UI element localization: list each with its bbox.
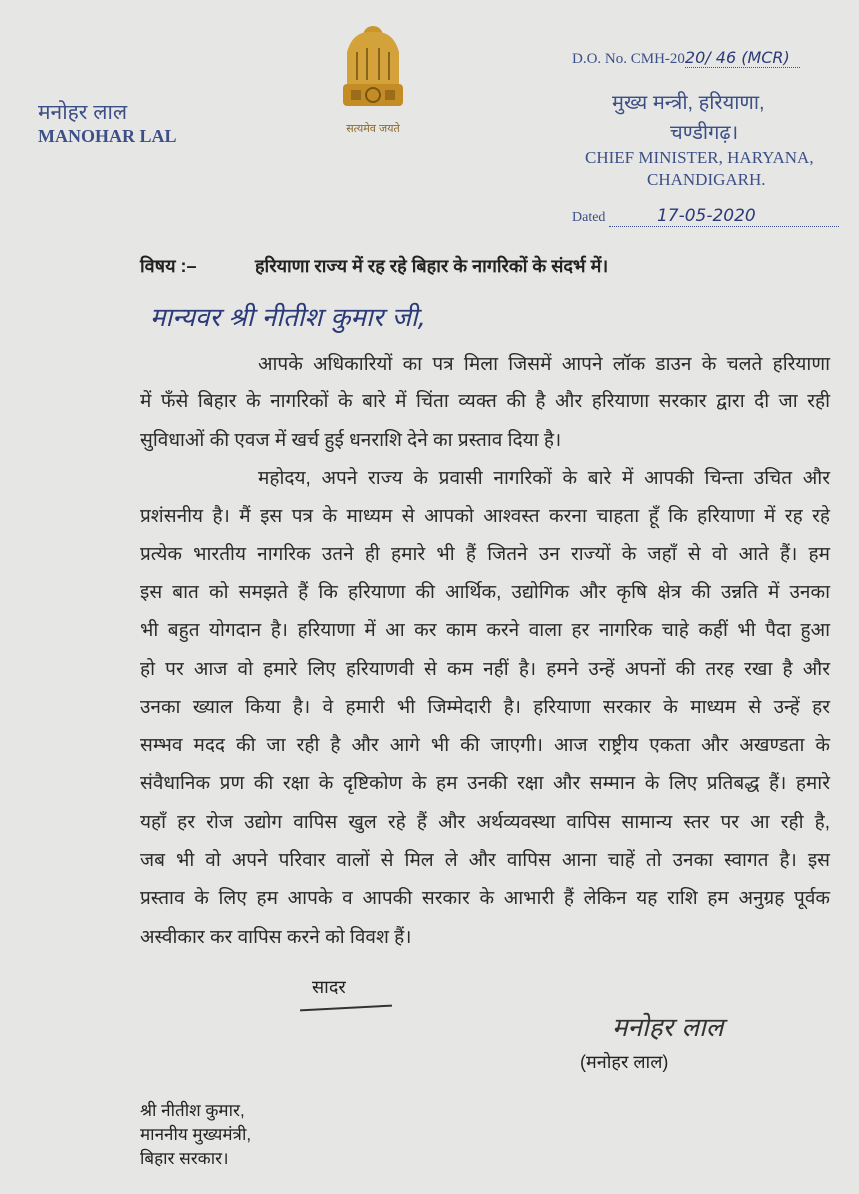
dated (572, 206, 857, 227)
subject-text: हरियाणा राज्य में रह रहे बिहार के नागरिकों के संदर्भ में। (255, 256, 609, 276)
do-number-handwritten: 20/ 46 (MCR) (685, 48, 800, 68)
body-line: प्रस्ताव के लिए हम आपके व आपकी सरकार के आभारी हैं लेकिन यह राशि हम अनुग्रह पूर्वक (140, 888, 830, 909)
dated-value: 17-05-2020 (609, 206, 839, 227)
state-emblem (333, 22, 413, 135)
body-line: आपके अधिकारियों का पत्र मिला जिसमें आपने लॉक डाउन के चलते हरियाणा (258, 354, 830, 375)
signature: मनोहर लाल (612, 1013, 724, 1043)
dated-label: Dated (572, 210, 606, 225)
body-line: सम्भव मदद की जा रही है और आगे भी की जाएगी। आज राष्ट्रीय एकता और अखण्डता के (140, 735, 830, 756)
closing-underline (300, 1005, 392, 1012)
body-line: जब भी वो अपने परिवार वालों से मिल ले और वापिस आना चाहें तो उनका स्वागत है। इस (140, 850, 830, 871)
closing: सादर (312, 977, 346, 997)
body-line: में फँसे बिहार के नागरिकों के बारे में चिंता व्यक्त की है और हरियाणा सरकार द्वारा दी जा रही (140, 391, 830, 412)
office-hindi-1: मुख्य मन्त्री, हरियाणा, (612, 92, 765, 114)
sender-name-english: MANOHAR LAL (38, 126, 177, 146)
do-number (572, 48, 800, 68)
lion-capital-icon (333, 22, 413, 118)
recipient-line-1: श्री नीतीश कुमार, (140, 1101, 245, 1120)
body-line: भी बहुत योगदान है। हरियाणा में आ कर काम करने वाला हर नागरिक चाहे कहीं भी पैदा हुआ (140, 620, 830, 641)
body-line: प्रशंसनीय है। मैं इस पत्र के माध्यम से आपको आश्वस्त करना चाहता हूँ कि हरियाणा में रह रहे (140, 506, 830, 527)
recipient-line-2: माननीय मुख्यमंत्री, (140, 1125, 252, 1144)
recipient-line-3: बिहार सरकार। (140, 1149, 229, 1168)
body-line: उनका ख्याल किया है। वे हमारी भी जिम्मेदारी है। हरियाणा सरकार के माध्यम से उन्हें हर (140, 697, 830, 718)
body-line: महोदय, अपने राज्य के प्रवासी नागरिकों के बारे में आपकी चिन्ता उचित और (258, 468, 830, 489)
office-english-1: CHIEF MINISTER, HARYANA, (585, 148, 814, 167)
body-line: हो पर आज वो हमारे लिए हरियाणवी से कम नहीं है। हमने उन्हें अपनों की तरह रखा है और (140, 659, 830, 680)
body-line: प्रत्येक भारतीय नागरिक उतने ही हमारे भी हैं जितने उन राज्यों के जहाँ से वो आते हैं। हम (140, 544, 830, 565)
body-line: सुविधाओं की एवज में खर्च हुई धनराशि देने का प्रस्ताव दिया है। (140, 430, 562, 451)
salutation: मान्यवर श्री नीतीश कुमार जी, (150, 303, 426, 333)
emblem-motto: सत्यमेव जयते (346, 123, 400, 135)
body-line: संवैधानिक प्रण की रक्षा के दृष्टिकोण के हम उनकी रक्षा और सम्मान के लिए प्रतिबद्ध हैं। हमारे (140, 773, 830, 794)
office-hindi-2: चण्डीगढ़। (670, 122, 739, 144)
office-english-2: CHANDIGARH. (647, 170, 766, 189)
do-number-label: D.O. No. CMH-20 (572, 51, 685, 67)
body-line: इस बात को समझते हैं कि हरियाणा की आर्थिक, उद्योगिक और कृषि क्षेत्र की उन्नति में उनका (140, 582, 830, 603)
signatory-name: (मनोहर लाल) (580, 1052, 669, 1072)
body-line: यहाँ हर रोज उद्योग वापिस खुल रहे हैं और अर्थव्यवस्था वापिस सामान्य स्तर पर आ रही है, (140, 812, 830, 833)
body-line: अस्वीकार कर वापिस करने को विवश हैं। (140, 927, 412, 948)
subject-label: विषय :– (140, 256, 197, 276)
sender-name-hindi: मनोहर लाल (38, 101, 128, 124)
